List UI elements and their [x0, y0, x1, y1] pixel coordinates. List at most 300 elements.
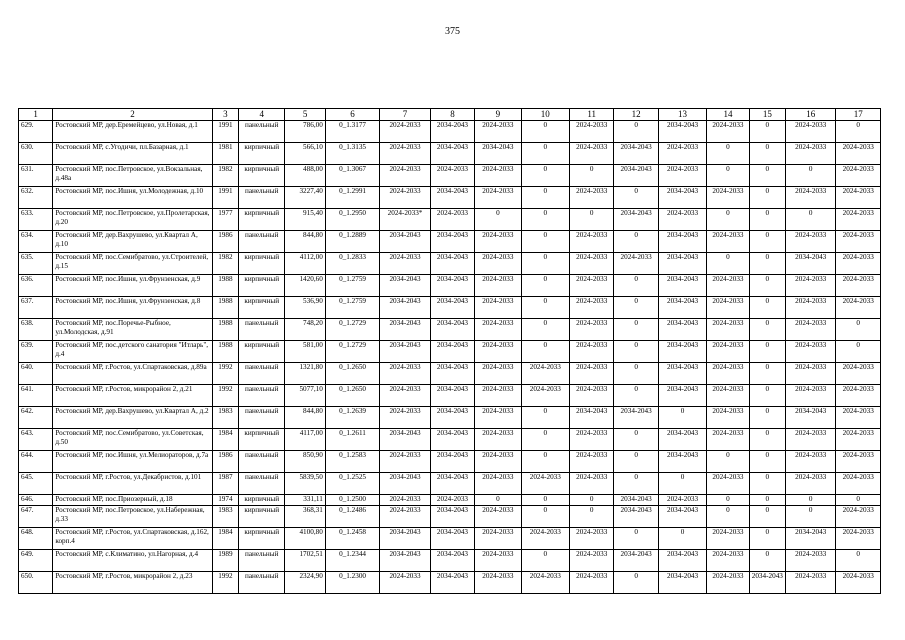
column-header: 15	[749, 109, 785, 121]
table-cell: панельный	[239, 363, 285, 385]
table-cell: 2034-2043	[430, 407, 474, 429]
table-cell: 2024-2033	[380, 451, 430, 473]
table-cell: 536,90	[285, 297, 325, 319]
table-cell: 331,11	[285, 495, 325, 506]
table-cell: 2024-2033	[475, 341, 521, 363]
table-cell: 844,80	[285, 231, 325, 253]
table-cell: 2024-2033	[836, 528, 881, 550]
table-row	[19, 572, 881, 594]
table-cell: 1983	[212, 506, 238, 528]
table-cell: 2024-2033	[475, 451, 521, 473]
table-cell: 638.	[19, 319, 53, 341]
table-cell: кирпичный	[239, 143, 285, 165]
table-cell: 1982	[212, 165, 238, 187]
table-cell: 0	[749, 385, 785, 407]
table-cell: 2024-2033	[707, 341, 749, 363]
table-cell: 2024-2033	[570, 319, 614, 341]
table-row	[19, 275, 881, 297]
header-row	[19, 109, 881, 121]
address-cell: Ростовский МР, г.Ростов, микрорайон 2, д.21	[53, 385, 212, 407]
table-cell: 0	[749, 253, 785, 275]
table-cell: 643.	[19, 429, 53, 451]
table-cell: 2034-2043	[658, 319, 706, 341]
table-cell: 0	[749, 165, 785, 187]
address-cell: Ростовский МР, пос.детского санатория "Итларь", д.4	[53, 341, 212, 363]
table-cell: 2034-2043	[658, 187, 706, 209]
table-cell: 2024-2033	[570, 451, 614, 473]
table-cell: 2034-2043	[380, 528, 430, 550]
table-cell: 2034-2043	[430, 429, 474, 451]
table-cell: 0	[570, 165, 614, 187]
table-cell: 2024-2033	[707, 528, 749, 550]
table-row	[19, 495, 881, 506]
table-cell: 0	[707, 253, 749, 275]
table-cell: 0	[658, 528, 706, 550]
table-cell: 0_1.2833	[325, 253, 380, 275]
table-cell: 566,10	[285, 143, 325, 165]
table-cell: 2024-2033	[380, 143, 430, 165]
table-cell: 488,00	[285, 165, 325, 187]
table-cell: кирпичный	[239, 506, 285, 528]
table-cell: панельный	[239, 572, 285, 594]
table-cell: 2034-2043	[430, 385, 474, 407]
table-cell: 642.	[19, 407, 53, 429]
table-cell: 2024-2033	[380, 363, 430, 385]
table-cell: 2024-2033	[836, 385, 881, 407]
table-cell: 0	[785, 495, 835, 506]
table-cell: 1977	[212, 209, 238, 231]
table-cell: 2024-2033	[475, 231, 521, 253]
table-cell: 649.	[19, 550, 53, 572]
table-cell: 2034-2043	[658, 231, 706, 253]
table-cell: 2034-2043	[614, 495, 658, 506]
table-cell: 2024-2033	[380, 385, 430, 407]
table-cell: 2024-2033	[707, 363, 749, 385]
address-cell: Ростовский МР, пос.Ишня, ул.Фрунзенская, д.9	[53, 275, 212, 297]
table-cell: 2024-2033	[707, 319, 749, 341]
table-row	[19, 143, 881, 165]
table-cell: 0	[521, 429, 569, 451]
table-cell: 629.	[19, 121, 53, 143]
table-cell: 2024-2033	[570, 231, 614, 253]
table-cell: кирпичный	[239, 528, 285, 550]
address-cell: Ростовский МР, г.Ростов, ул.Спартаковская, д.89а	[53, 363, 212, 385]
column-header: 6	[325, 109, 380, 121]
table-cell: 0	[521, 143, 569, 165]
table-cell: 581,00	[285, 341, 325, 363]
table-cell: 2024-2033	[836, 297, 881, 319]
table-row	[19, 253, 881, 275]
address-cell: Ростовский МР, пос.Петровское, ул.Пролетарская, д.20	[53, 209, 212, 231]
table-row	[19, 473, 881, 495]
table-cell: 0_1.2650	[325, 385, 380, 407]
table-cell: 634.	[19, 231, 53, 253]
table-cell: 0	[521, 550, 569, 572]
table-cell: панельный	[239, 550, 285, 572]
table-cell: 2034-2043	[658, 341, 706, 363]
table-cell: 786,00	[285, 121, 325, 143]
table-cell: 0_1.2611	[325, 429, 380, 451]
table-cell: 0_1.3067	[325, 165, 380, 187]
table-cell: 2034-2043	[430, 506, 474, 528]
table-cell: 2034-2043	[658, 572, 706, 594]
table-cell: 2324,90	[285, 572, 325, 594]
table-cell: кирпичный	[239, 297, 285, 319]
table-cell: 0_1.2759	[325, 297, 380, 319]
column-header: 14	[707, 109, 749, 121]
table-cell: 0	[521, 451, 569, 473]
table-cell: 3227,40	[285, 187, 325, 209]
table-cell: 2024-2033	[570, 253, 614, 275]
table-cell: 2024-2033	[380, 572, 430, 594]
column-header: 16	[785, 109, 835, 121]
table-cell: 0	[749, 407, 785, 429]
table-cell: 0	[749, 319, 785, 341]
table-cell: 0_1.2300	[325, 572, 380, 594]
table-cell: 0	[521, 187, 569, 209]
table-cell: 0	[749, 231, 785, 253]
table-cell: 1986	[212, 231, 238, 253]
table-cell: 0	[749, 341, 785, 363]
table-cell: 2024-2033	[380, 495, 430, 506]
table-cell: панельный	[239, 473, 285, 495]
table-row	[19, 407, 881, 429]
table-cell: 0_1.2458	[325, 528, 380, 550]
column-header: 11	[570, 109, 614, 121]
housing-table	[18, 108, 881, 594]
column-header: 5	[285, 109, 325, 121]
column-header: 4	[239, 109, 285, 121]
table-cell: 2024-2033	[570, 528, 614, 550]
table-cell: 639.	[19, 341, 53, 363]
address-cell: Ростовский МР, дер.Еремейцево, ул.Новая, д.1	[53, 121, 212, 143]
table-cell: 0	[749, 451, 785, 473]
table-cell: 0	[707, 451, 749, 473]
table-cell: 2024-2033	[570, 143, 614, 165]
table-cell: 2034-2043	[430, 143, 474, 165]
column-header: 9	[475, 109, 521, 121]
column-header: 10	[521, 109, 569, 121]
table-cell: 2024-2033	[707, 385, 749, 407]
table-cell: 0_1.2950	[325, 209, 380, 231]
table-cell: 0_1.2500	[325, 495, 380, 506]
table-cell: кирпичный	[239, 495, 285, 506]
table-cell: 2024-2033	[380, 253, 430, 275]
table-cell: 748,20	[285, 319, 325, 341]
table-cell: 0	[749, 297, 785, 319]
table-row	[19, 165, 881, 187]
column-header: 7	[380, 109, 430, 121]
table-cell: 2034-2043	[430, 121, 474, 143]
table-cell: 0	[707, 506, 749, 528]
table-cell: 2034-2043	[430, 297, 474, 319]
table-cell: 2024-2033	[707, 275, 749, 297]
table-cell: 0	[614, 187, 658, 209]
table-cell: 2024-2033	[836, 231, 881, 253]
table-cell: 2034-2043	[430, 341, 474, 363]
table-cell: 630.	[19, 143, 53, 165]
table-cell: 4112,00	[285, 253, 325, 275]
table-cell: 0	[785, 165, 835, 187]
table-cell: 0	[521, 506, 569, 528]
address-cell: Ростовский МР, дер.Вахрушево, ул.Квартал А, д.2	[53, 407, 212, 429]
table-cell: 2024-2033	[570, 363, 614, 385]
table-cell: 0	[749, 187, 785, 209]
table-cell: панельный	[239, 319, 285, 341]
table-cell: 2024-2033	[707, 473, 749, 495]
table-cell: 2024-2033	[836, 429, 881, 451]
table-cell: 0	[521, 253, 569, 275]
table-cell: 2024-2033	[836, 209, 881, 231]
table-row	[19, 187, 881, 209]
table-cell: 2024-2033	[658, 165, 706, 187]
table-cell: 2034-2043	[570, 407, 614, 429]
address-cell: Ростовский МР, пос.Семибратово, ул.Советская, д.50	[53, 429, 212, 451]
table-cell: 0_1.2583	[325, 451, 380, 473]
table-cell: 0	[521, 121, 569, 143]
table-cell: 0	[749, 550, 785, 572]
table-cell: 2024-2033	[707, 297, 749, 319]
table-cell: 0	[570, 495, 614, 506]
table-cell: 644.	[19, 451, 53, 473]
table-cell: 0	[521, 319, 569, 341]
table-cell: панельный	[239, 121, 285, 143]
table-row	[19, 550, 881, 572]
table-cell: 2024-2033	[430, 495, 474, 506]
table-cell: 0	[836, 550, 881, 572]
table-cell: 0	[521, 495, 569, 506]
table-cell: 0	[658, 407, 706, 429]
table-cell: 0_1.2639	[325, 407, 380, 429]
table-cell: 1987	[212, 473, 238, 495]
table-cell: 2024-2033	[380, 407, 430, 429]
table-cell: 1988	[212, 297, 238, 319]
address-cell: Ростовский МР, пос.Приозерный, д.18	[53, 495, 212, 506]
table-cell: 2024-2033	[570, 572, 614, 594]
table-cell: 1989	[212, 550, 238, 572]
table-cell: 648.	[19, 528, 53, 550]
table-cell: 640.	[19, 363, 53, 385]
table-cell: 2024-2033	[475, 429, 521, 451]
table-row	[19, 385, 881, 407]
table-cell: 2024-2033	[570, 341, 614, 363]
table-cell: 2024-2033	[836, 187, 881, 209]
table-cell: 1702,51	[285, 550, 325, 572]
table-cell: 2034-2043	[380, 275, 430, 297]
table-cell: 0	[749, 528, 785, 550]
address-cell: Ростовский МР, дер.Вахрушево, ул.Квартал А, д.10	[53, 231, 212, 253]
address-cell: Ростовский МР, пос.Ишня, ул.Мелиораторов, д.7а	[53, 451, 212, 473]
table-cell: 0	[707, 165, 749, 187]
table-cell: 1988	[212, 275, 238, 297]
table-cell: 2034-2043	[430, 528, 474, 550]
table-cell: 637.	[19, 297, 53, 319]
table-cell: 2034-2043	[380, 473, 430, 495]
table-cell: 2024-2033	[570, 121, 614, 143]
table-cell: 633.	[19, 209, 53, 231]
table-cell: 2034-2043	[658, 429, 706, 451]
address-cell: Ростовский МР, г.Ростов, ул.Спартаковская, д.162, корп.4	[53, 528, 212, 550]
table-cell: 0	[749, 495, 785, 506]
address-cell: Ростовский МР, г.Ростов, микрорайон 2, д.23	[53, 572, 212, 594]
table-cell: 2034-2043	[475, 143, 521, 165]
table-cell: 2024-2033	[570, 429, 614, 451]
table-cell: 2034-2043	[614, 143, 658, 165]
table-cell: 5839,50	[285, 473, 325, 495]
table-cell: 2024-2033	[475, 275, 521, 297]
table-cell: 2034-2043	[614, 407, 658, 429]
table-cell: 2024-2033	[475, 473, 521, 495]
table-cell: 2024-2033	[430, 209, 474, 231]
table-cell: 2024-2033	[785, 572, 835, 594]
table-cell: 0	[614, 572, 658, 594]
table-cell: 0	[614, 473, 658, 495]
table-cell: 2024-2033	[785, 451, 835, 473]
table-cell: 2024-2033	[836, 407, 881, 429]
table-cell: 2034-2043	[430, 187, 474, 209]
table-row	[19, 341, 881, 363]
table-cell: 0	[614, 319, 658, 341]
table-cell: 2024-2033	[785, 550, 835, 572]
table-cell: 0	[614, 297, 658, 319]
table-cell: 368,31	[285, 506, 325, 528]
address-cell: Ростовский МР, пос.Семибратово, ул.Строителей, д.15	[53, 253, 212, 275]
table-cell: 4100,80	[285, 528, 325, 550]
column-header: 1	[19, 109, 53, 121]
table-cell: 1992	[212, 385, 238, 407]
table-cell: 2024-2033	[475, 550, 521, 572]
table-cell: 2034-2043	[430, 231, 474, 253]
table-cell: 1981	[212, 143, 238, 165]
table-cell: 641.	[19, 385, 53, 407]
table-cell: 0	[614, 528, 658, 550]
table-cell: 2034-2043	[658, 121, 706, 143]
table-cell: кирпичный	[239, 275, 285, 297]
table-cell: 2024-2033	[380, 165, 430, 187]
table-cell: 2024-2033*	[380, 209, 430, 231]
table-cell: 2024-2033	[570, 550, 614, 572]
table-cell: 0	[521, 341, 569, 363]
table-cell: 0	[614, 231, 658, 253]
table-cell: 0	[785, 506, 835, 528]
table-cell: 2024-2033	[475, 363, 521, 385]
table-cell: 650.	[19, 572, 53, 594]
table-cell: 2034-2043	[658, 253, 706, 275]
table-cell: 1992	[212, 572, 238, 594]
address-cell: Ростовский МР, пос.Ишня, ул.Фрунзенская, д.8	[53, 297, 212, 319]
table-cell: 2024-2033	[570, 297, 614, 319]
table-cell: 646.	[19, 495, 53, 506]
table-cell: кирпичный	[239, 341, 285, 363]
table-cell: 635.	[19, 253, 53, 275]
table-cell: 0	[614, 121, 658, 143]
table-cell: 2034-2043	[430, 319, 474, 341]
table-cell: 2024-2033	[521, 385, 569, 407]
column-header: 8	[430, 109, 474, 121]
address-cell: Ростовский МР, пос.Петровское, ул.Вокзальная, д.48а	[53, 165, 212, 187]
table-cell: 2024-2033	[836, 143, 881, 165]
table-cell: 0	[614, 341, 658, 363]
table-cell: кирпичный	[239, 209, 285, 231]
table-cell: 2024-2033	[521, 528, 569, 550]
table-cell: 2034-2043	[785, 407, 835, 429]
table-cell: 2034-2043	[658, 363, 706, 385]
table-cell: 2024-2033	[521, 363, 569, 385]
table-cell: 0_1.2889	[325, 231, 380, 253]
column-header: 17	[836, 109, 881, 121]
table-cell: 2034-2043	[430, 550, 474, 572]
table-cell: 2024-2033	[475, 319, 521, 341]
table-cell: 2034-2043	[658, 297, 706, 319]
column-header: 13	[658, 109, 706, 121]
table-cell: панельный	[239, 407, 285, 429]
table-cell: 2024-2033	[785, 231, 835, 253]
table-cell: 2024-2033	[785, 363, 835, 385]
table-cell: 2024-2033	[785, 275, 835, 297]
address-cell: Ростовский МР, г.Ростов, ул.Декабристов, д.101	[53, 473, 212, 495]
table-cell: 0	[749, 121, 785, 143]
table-cell: 2024-2033	[707, 121, 749, 143]
table-cell: 2034-2043	[380, 231, 430, 253]
table-cell: 2024-2033	[785, 319, 835, 341]
table-cell: 2034-2043	[380, 319, 430, 341]
table-cell: 2024-2033	[836, 165, 881, 187]
table-cell: 636.	[19, 275, 53, 297]
table-cell: 2024-2033	[658, 495, 706, 506]
table-cell: 0	[570, 506, 614, 528]
table-cell: 5077,10	[285, 385, 325, 407]
table-cell: 2034-2043	[380, 297, 430, 319]
table-cell: 1974	[212, 495, 238, 506]
table-cell: 0	[707, 209, 749, 231]
table-cell: панельный	[239, 187, 285, 209]
table-cell: 0	[707, 143, 749, 165]
table-cell: 2024-2033	[785, 341, 835, 363]
table-cell: 1988	[212, 341, 238, 363]
table-row	[19, 451, 881, 473]
table-cell: 647.	[19, 506, 53, 528]
table-cell: 2034-2043	[430, 253, 474, 275]
table-cell: 0	[521, 297, 569, 319]
table-row	[19, 429, 881, 451]
column-header: 2	[53, 109, 212, 121]
table-cell: 0	[521, 275, 569, 297]
table-cell: 2024-2033	[836, 572, 881, 594]
table-cell: 1321,80	[285, 363, 325, 385]
table-cell: 0	[749, 143, 785, 165]
address-cell: Ростовский МР, пос.Ишня, ул.Молодежная, д.10	[53, 187, 212, 209]
table-cell: 2034-2043	[380, 341, 430, 363]
table-cell: 2024-2033	[785, 187, 835, 209]
table-cell: 2024-2033	[570, 385, 614, 407]
table-cell: 2034-2043	[658, 385, 706, 407]
table-row	[19, 231, 881, 253]
table-cell: 0	[836, 495, 881, 506]
table-cell: кирпичный	[239, 253, 285, 275]
table-cell: 0	[614, 363, 658, 385]
table-cell: 2024-2033	[475, 385, 521, 407]
table-cell: 0	[836, 319, 881, 341]
table-cell: 2034-2043	[430, 275, 474, 297]
table-cell: 0	[658, 473, 706, 495]
table-cell: 0_1.2759	[325, 275, 380, 297]
table-cell: 0_1.3135	[325, 143, 380, 165]
table-body	[19, 121, 881, 594]
table-cell: 850,90	[285, 451, 325, 473]
table-cell: 2024-2033	[836, 506, 881, 528]
table-cell: 0	[749, 275, 785, 297]
table-row	[19, 121, 881, 143]
